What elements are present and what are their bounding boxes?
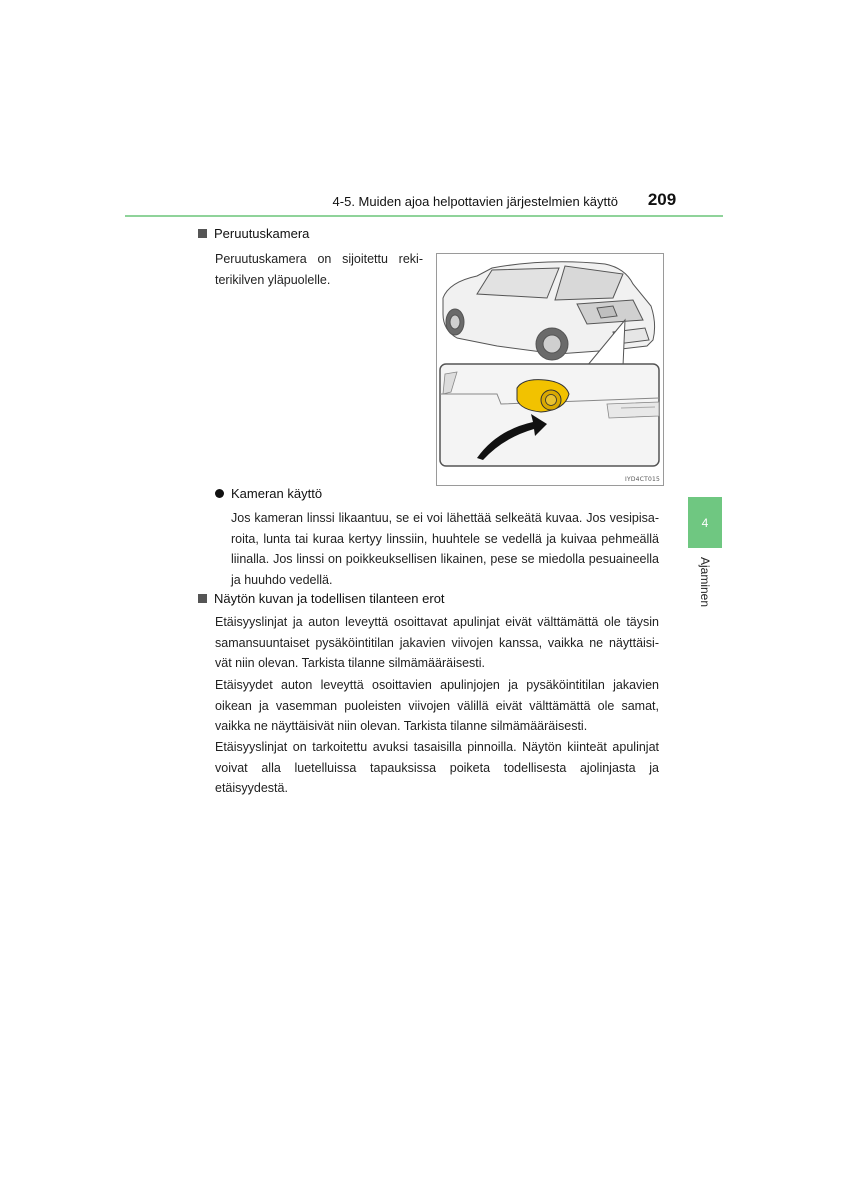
- rear-camera-illustration: [436, 253, 664, 486]
- header-rule: [125, 215, 723, 217]
- running-header-title: 4-5. Muiden ajoa helpottavien järjestelmien käyttö: [332, 194, 618, 209]
- section-heading-text: Peruutuskamera: [214, 226, 310, 241]
- round-bullet-icon: [215, 489, 224, 498]
- bullet-paragraph: [231, 508, 659, 590]
- section2-paragraph-3: [215, 737, 659, 799]
- text-line: Etäisyyslinjat on tarkoitettu avuksi tasaisilla pinnoilla. Näytön kiinteät apulinjat: [215, 740, 659, 754]
- bullet-heading-text: Kameran käyttö: [231, 486, 323, 501]
- camera-detail-inset: [440, 364, 659, 466]
- section2-paragraph-1: [215, 612, 659, 674]
- section-heading-text: Näytön kuvan ja todellisen tilanteen erot: [214, 591, 445, 606]
- chapter-number: 4: [701, 515, 709, 530]
- bullet-heading-camera-use: [215, 486, 322, 501]
- text-line: samansuuntaiset pysäköintitilan jakavien viivojen kanssa, vaikka ne näyttäisi-: [215, 635, 659, 650]
- text-line: Peruutuskamera on sijoitettu reki-: [215, 252, 423, 266]
- page-number: 209: [647, 190, 677, 209]
- square-bullet-icon: [198, 594, 207, 603]
- figure-code: IYD4CT015: [625, 476, 660, 483]
- text-line: Etäisyydet auton leveyttä osoittavien apulinjojen ja pysäköintitilan jakavien: [215, 678, 659, 692]
- text-line: oikean ja vasemman puoleisten viivojen välillä eivät välttämättä ole samat,: [215, 698, 659, 713]
- chapter-label: Ajaminen: [698, 557, 712, 608]
- square-bullet-icon: [198, 229, 207, 238]
- text-line: terikilven yläpuolelle.: [215, 272, 331, 287]
- chapter-tab: [688, 497, 722, 548]
- section1-paragraph: [215, 249, 423, 290]
- text-line: ja huuhdo vedellä.: [231, 572, 333, 587]
- text-line: Etäisyyslinjat ja auton leveyttä osoittavat apulinjat eivät välttämättä ole täysin: [215, 615, 659, 629]
- text-line: vaikka ne näyttäisivät niin olevan. Tarkista tilanne silmämääräisesti.: [215, 719, 588, 733]
- section-heading-rear-camera: [198, 226, 309, 241]
- text-line: Jos kameran linssi likaantuu, se ei voi lähettää selkeätä kuvaa. Jos vesipisa-: [231, 511, 659, 525]
- car-camera-drawing: [437, 254, 663, 485]
- text-line: voivat alla luetelluissa tapauksissa poiketa todellisesta ajolinjasta ja etäisyydestä.: [215, 760, 659, 795]
- section2-paragraph-2: [215, 675, 659, 737]
- text-line: liinalla. Jos linssi on poikkeuksellisen likainen, pese se miedolla pesuaineella: [231, 552, 659, 566]
- text-line: vät niin olevan. Tarkista tilanne silmämääräisesti.: [215, 656, 486, 670]
- section-heading-screen-differences: [198, 591, 445, 606]
- text-line: roita, lunta tai kuraa kertyy linssiin, huuhtele se vedellä ja kuivaa pehmeällä: [231, 531, 659, 546]
